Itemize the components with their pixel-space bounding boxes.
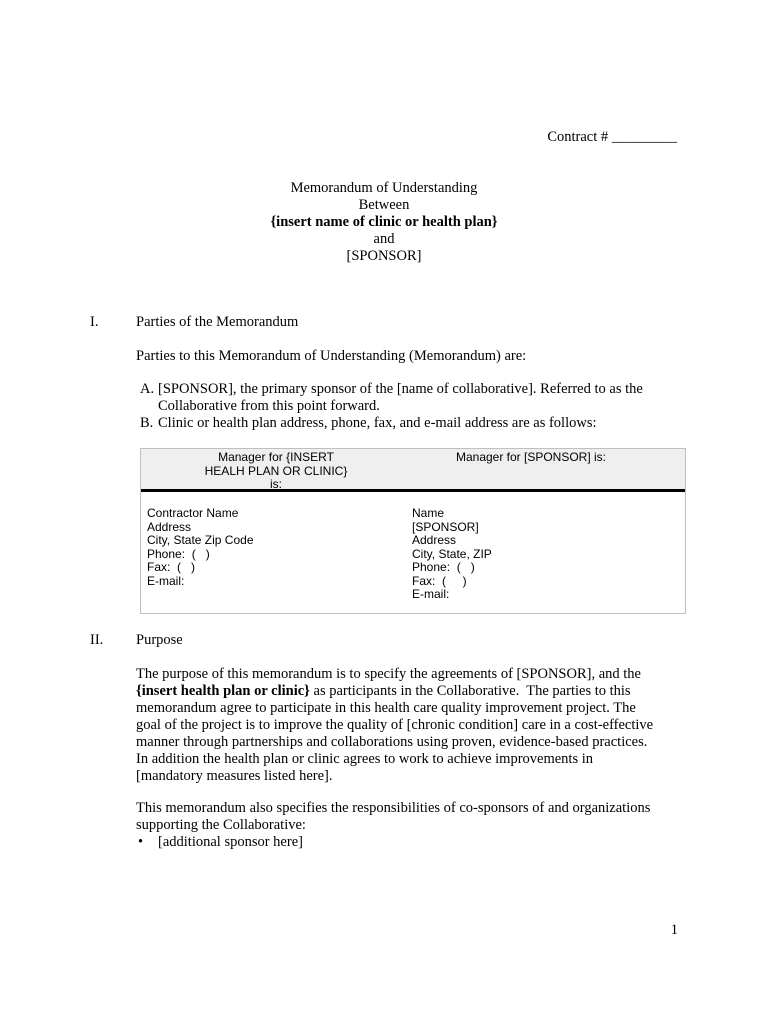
header-left-line-3: is: [270, 477, 282, 491]
contract-number: Contract # _________ [547, 129, 677, 145]
item-a-line-1: [SPONSOR], the primary sponsor of the [name of collaborative]. Referred to as the [158, 381, 643, 397]
section-1-intro: Parties to this Memorandum of Understanding (Memorandum) are: [136, 348, 527, 364]
purpose-line-rest: as participants in the Collaborative. The parties to this [309, 683, 631, 699]
purpose-line: goal of the project is to improve the quality of [chronic condition] care in a cost-effective [136, 717, 654, 733]
responsibilities-line: supporting the Collaborative: [136, 817, 306, 833]
section-1-title: Parties of the Memorandum [136, 314, 299, 330]
section-2-number: II. [90, 632, 104, 648]
title-line-2: Between [358, 197, 410, 213]
left-cell: City, State Zip Code [147, 533, 254, 547]
title-block [0, 180, 768, 265]
right-cell: Fax: ( ) [412, 573, 467, 588]
header-left-line-2: HEALH PLAN OR CLINIC} [204, 463, 348, 478]
table-header-left [181, 451, 371, 492]
bullet-item: [additional sponsor here] [158, 834, 303, 850]
purpose-line: manner through partnerships and collaborations using proven, evidence-based practices. [136, 734, 648, 750]
right-cell: Address [412, 533, 457, 547]
purpose-line: In addition the health plan or clinic agrees to work to achieve improvements in [136, 751, 594, 767]
purpose-paragraph [136, 666, 676, 785]
right-cell: E-mail: [412, 587, 450, 601]
purpose-line [136, 683, 676, 700]
page-number: 1 [670, 922, 678, 938]
table-header-right: Manager for [SPONSOR] is: [455, 450, 607, 464]
section-2-title: Purpose [136, 632, 183, 648]
left-cell: Fax: ( ) [147, 560, 195, 574]
item-b-line-1: Clinic or health plan address, phone, fax, and e-mail address are as follows: [158, 415, 597, 431]
header-left-line-1: Manager for {INSERT [218, 450, 334, 464]
title-line-1: Memorandum of Understanding [290, 180, 478, 196]
purpose-line: memorandum agree to participate in this health care quality improvement project. The [136, 700, 636, 716]
right-cell: Name [412, 506, 445, 520]
item-b-letter: B. [140, 415, 154, 431]
title-line-5: [SPONSOR] [346, 248, 422, 264]
responsibilities-paragraph [136, 800, 676, 834]
section-1-number: I. [90, 314, 99, 330]
left-cell: Phone: ( ) [147, 546, 210, 561]
responsibilities-line: This memorandum also specifies the responsibilities of co-sponsors of and organizations [136, 800, 651, 816]
purpose-line: [mandatory measures listed here]. [136, 768, 333, 784]
left-cell: Address [147, 519, 192, 534]
bullet-icon: • [138, 834, 144, 850]
left-cell: E-mail: [147, 573, 185, 588]
item-a-letter: A. [140, 381, 155, 397]
title-line-3: {insert name of clinic or health plan} [270, 214, 498, 230]
clinic-placeholder: {insert health plan or clinic} [136, 683, 310, 699]
item-a-line-2: Collaborative from this point forward. [158, 398, 380, 414]
left-cell: Contractor Name [147, 506, 239, 520]
table-header [141, 449, 685, 492]
right-cell: [SPONSOR] [412, 519, 479, 534]
right-cell: Phone: ( ) [412, 560, 475, 574]
table-left-column [147, 507, 254, 588]
table-right-column [412, 507, 492, 602]
contact-table [140, 448, 686, 614]
purpose-line: The purpose of this memorandum is to specify the agreements of [SPONSOR], and the [136, 666, 641, 682]
right-cell: City, State, ZIP [412, 546, 492, 561]
title-line-4: and [373, 231, 395, 247]
